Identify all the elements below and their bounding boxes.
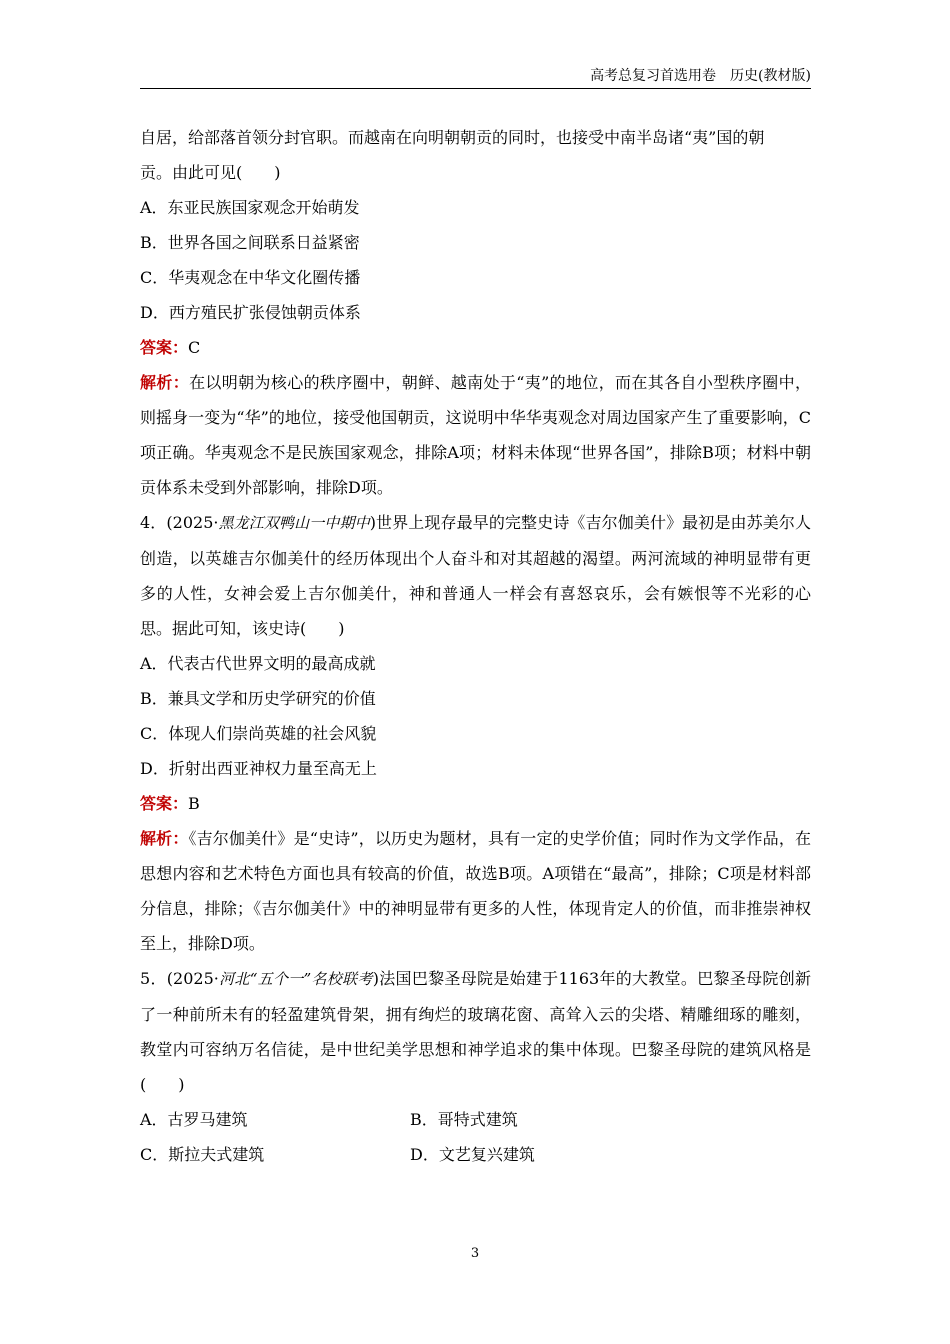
q3-option-a: A．东亚民族国家观念开始萌发 <box>140 198 360 217</box>
page-header <box>140 66 811 89</box>
q3-stem-line: 自居，给部落首领分封官职。而越南在向明朝朝贡的同时，也接受中南半岛诸“夷”国的朝 <box>140 128 765 147</box>
page-number: 3 <box>470 1246 480 1261</box>
analysis-label: 解析： <box>140 373 190 392</box>
analysis-text: 在以明朝为核心的秩序圈中，朝鲜、越南处于“夷”的地位，而在其各自小型秩序圈中，则摇身一变为“华”的地位，接受他国朝贡，这说明中华华夷观念对周边国家产生了重要影响，C项正确。华夷观念不是民族国家观念，排除A项；材料未体现“世界各国”，排除B项；材料中朝贡体系未受到外部影响，排除D项。 <box>140 373 811 497</box>
question-text: 世界上现存最早的完整史诗《吉尔伽美什》最初是由苏美尔人创造，以英雄吉尔伽美什的经历体现出个人奋斗和对其超越的渴望。两河流域的神明显带有更多的人性，女神会爱上吉尔伽美什，神和普通人一样会有喜怒哀乐，会有嫉恨等不光彩的心思。据此可知，该史诗( ) <box>140 513 811 638</box>
question-source: (2025·黑龙江双鸭山一中期中) <box>166 513 376 532</box>
q5-stem <box>140 961 811 1102</box>
q3-option-d: D．西方殖民扩张侵蚀朝贡体系 <box>140 303 361 322</box>
q4-option-d: D．折射出西亚神权力量至高无上 <box>140 759 377 778</box>
q5-options-row <box>140 1102 811 1137</box>
q3-answer <box>140 330 811 365</box>
question-text: 法国巴黎圣母院是始建于1163年的大教堂。巴黎圣母院创新了一种前所未有的轻盈建筑骨架，拥有绚烂的玻璃花窗、高耸入云的尖塔、精雕细琢的雕刻，教堂内可容纳万名信徒，是中世纪美学思想和神学追求的集中体现。巴黎圣母院的建筑风格是( ) <box>140 969 811 1094</box>
question-number: 5． <box>140 969 167 988</box>
header-title: 高考总复习首选用卷 历史(教材版) <box>590 68 811 84</box>
q3-stem-line: 贡。由此可见( ) <box>140 163 281 182</box>
answer-value: C <box>188 338 201 357</box>
q4-option-b: B．兼具文学和历史学研究的价值 <box>140 689 376 708</box>
question-number: 4． <box>140 513 167 532</box>
q5-option-c: C．斯拉夫式建筑 <box>140 1145 265 1164</box>
q4-option-a: A．代表古代世界文明的最高成就 <box>140 654 376 673</box>
q5-option-a: A．古罗马建筑 <box>140 1110 248 1129</box>
q4-analysis <box>140 821 811 961</box>
analysis-text: 《吉尔伽美什》是“史诗”，以历史为题材，具有一定的史学价值；同时作为文学作品，在思想内容和艺术特色方面也具有较高的价值，故选B项。A项错在“最高”，排除；C项是材料部分信息，排除；《吉尔伽美什》中的神明显带有更多的人性，体现肯定人的价值，而非推崇神权至上，排除D项。 <box>140 829 811 953</box>
document-body <box>140 120 811 1172</box>
analysis-label: 解析： <box>140 829 189 848</box>
q3-analysis <box>140 365 811 505</box>
q4-answer <box>140 786 811 821</box>
answer-label: 答案： <box>140 794 189 813</box>
answer-label: 答案： <box>140 338 189 357</box>
q3-option-c: C．华夷观念在中华文化圈传播 <box>140 268 361 287</box>
q4-stem <box>140 505 811 646</box>
q5-options-row <box>140 1137 811 1172</box>
q5-option-d: D．文艺复兴建筑 <box>410 1145 535 1164</box>
q3-option-b: B．世界各国之间联系日益紧密 <box>140 233 360 252</box>
question-source: (2025·河北“五个一”名校联考) <box>166 969 379 988</box>
q4-option-c: C．体现人们崇尚英雄的社会风貌 <box>140 724 377 743</box>
answer-value: B <box>188 794 200 813</box>
q5-option-b: B．哥特式建筑 <box>410 1110 518 1129</box>
